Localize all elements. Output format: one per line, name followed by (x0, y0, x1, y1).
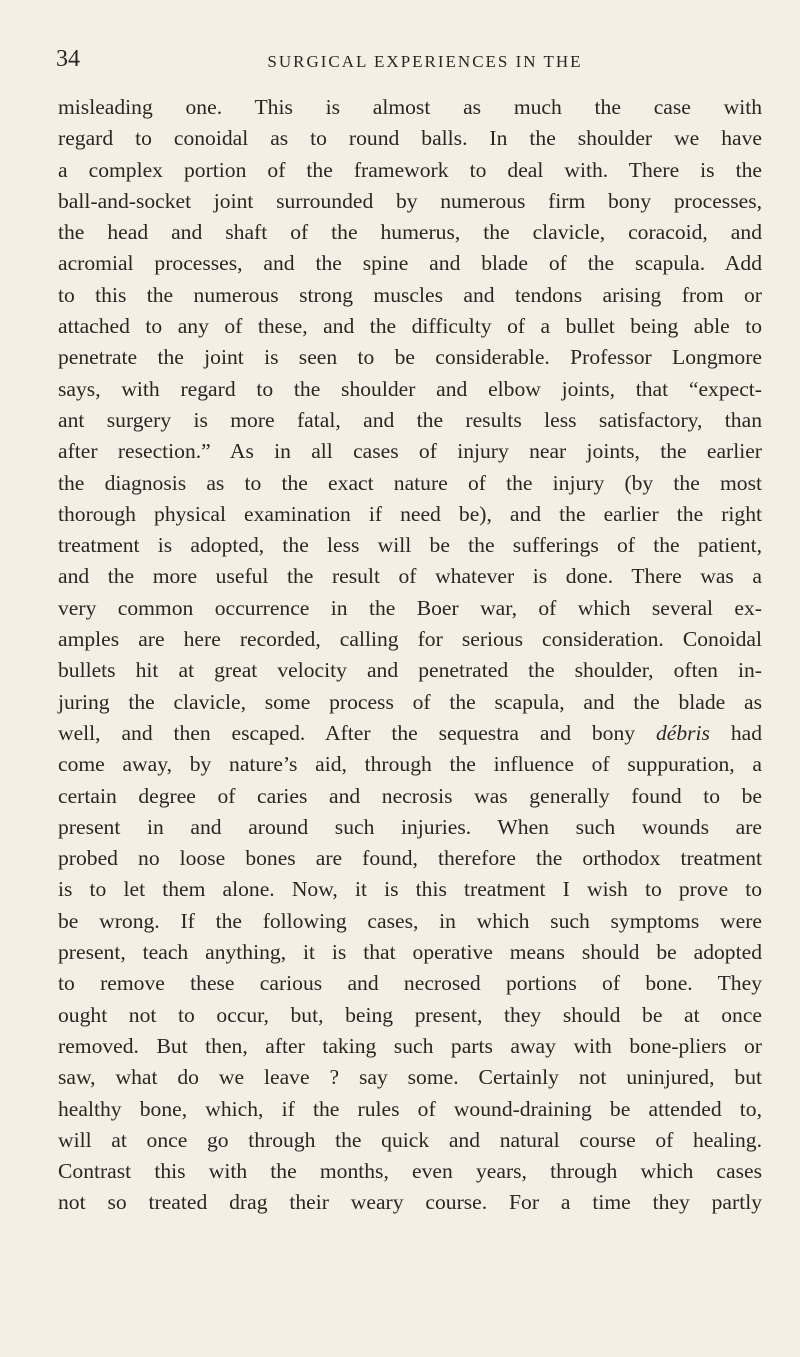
text-line: will at once go through the quick and natural course of healing. (58, 1127, 762, 1152)
page-number: 34 (56, 46, 80, 72)
text-line: very common occurrence in the Boer war, of which several ex- (58, 595, 762, 620)
text-line: come away, by nature’s aid, through the influence of suppuration, a (58, 752, 762, 777)
text-line: amples are here recorded, calling for serious consideration. Conoidal (58, 627, 762, 652)
text-line: says, with regard to the shoulder and elbow joints, that “expect- (58, 376, 762, 401)
text-line: regard to conoidal as to round balls. In the shoulder we have (58, 126, 762, 151)
text-line: ought not to occur, but, being present, they should be at once (58, 1002, 762, 1027)
text-line: juring the clavicle, some process of the scapula, and the blade as (58, 689, 762, 714)
text-line: healthy bone, which, if the rules of wound-draining be attended to, (58, 1096, 762, 1121)
text-line: attached to any of these, and the difficulty of a bullet being able to (58, 314, 762, 339)
text-line: to remove these carious and necrosed portions of bone. They (58, 971, 762, 996)
running-title: SURGICAL EXPERIENCES IN THE (267, 52, 583, 71)
italic-word: débris (655, 720, 710, 745)
text-line: certain degree of caries and necrosis was generally found to be (58, 783, 762, 808)
text-line: treatment is adopted, the less will be the sufferings of the patient, (58, 533, 762, 558)
text-line: after resection.” As in all cases of injury near joints, the earlier (58, 439, 762, 464)
text-line: not so treated drag their weary course. For a time they partly (58, 1190, 762, 1215)
text-line: the head and shaft of the humerus, the clavicle, coracoid, and (58, 220, 762, 245)
text-line: penetrate the joint is seen to be considerable. Professor Longmore (58, 345, 762, 370)
text-line: present in and around such injuries. When such wounds are (58, 814, 762, 839)
running-head (56, 46, 762, 90)
text-line: be wrong. If the following cases, in which such symptoms were (58, 908, 762, 933)
text-line-mixed (58, 718, 762, 749)
text-line: is to let them alone. Now, it is this treatment I wish to prove to (58, 877, 762, 902)
text-line: a complex portion of the framework to deal with. There is the (58, 157, 762, 182)
text-line: present, teach anything, it is that operative means should be adopted (58, 940, 762, 965)
text-line: acromial processes, and the spine and blade of the scapula. Add (58, 251, 762, 276)
text-line: ant surgery is more fatal, and the results less satisfactory, than (58, 407, 762, 432)
text-line: saw, what do we leave ? say some. Certainly not uninjured, but (58, 1065, 762, 1090)
text-segment: well, and then escaped. After the sequestra and bony (58, 720, 636, 745)
text-line: ball-and-socket joint surrounded by numerous firm bony processes, (58, 188, 762, 213)
text-line: thorough physical examination if need be), and the earlier the right (58, 501, 762, 526)
book-page (0, 46, 800, 1357)
text-line: the diagnosis as to the exact nature of the injury (by the most (58, 470, 762, 495)
text-line: Contrast this with the months, even years, through which cases (58, 1159, 762, 1184)
text-line: removed. But then, after taking such parts away with bone-pliers or (58, 1033, 762, 1058)
text-line: probed no loose bones are found, therefore the orthodox treatment (58, 846, 762, 871)
body-text (58, 92, 762, 1219)
text-segment: had (730, 720, 762, 745)
text-line: bullets hit at great velocity and penetrated the shoulder, often in- (58, 658, 762, 683)
text-line: and the more useful the result of whatever is done. There was a (58, 564, 762, 589)
text-line: to this the numerous strong muscles and tendons arising from or (58, 282, 762, 307)
text-line: misleading one. This is almost as much the case with (58, 95, 762, 119)
